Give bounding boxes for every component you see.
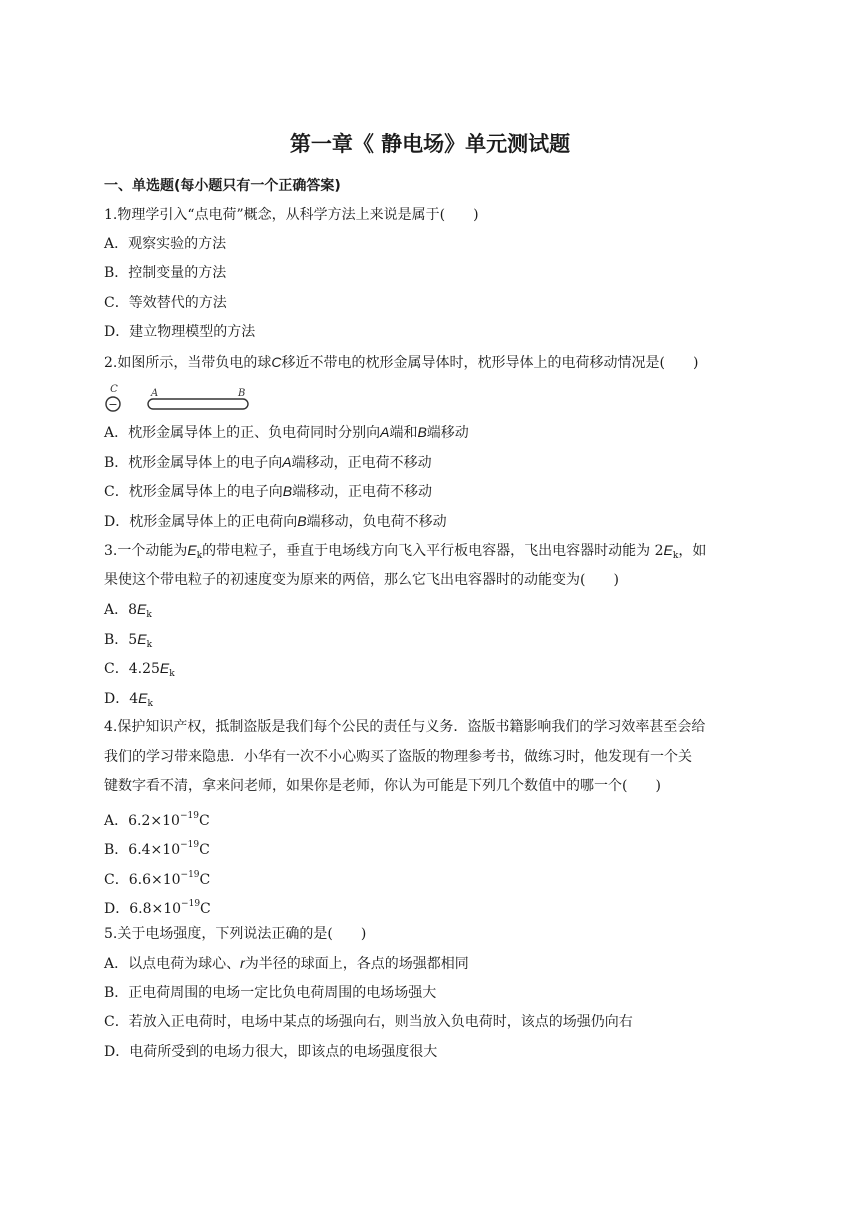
- question-1-stem: 1.物理学引入“点电荷”概念，从科学方法上来说是属于( ): [104, 207, 479, 223]
- question-3-option-d: D．$4E_k$: [104, 690, 153, 709]
- ball-charge-sign: −: [108, 398, 118, 411]
- question-2-option-b: B．枕形金属导体上的电子向A端移动，正电荷不移动: [104, 454, 432, 471]
- question-1-option-a: A．观察实验的方法: [104, 236, 227, 252]
- question-1-option-d: D．建立物理模型的方法: [104, 324, 256, 340]
- ball-label: C: [110, 384, 118, 395]
- question-4-option-a: A．$6.2\times 10^{-19}C$: [104, 811, 210, 829]
- question-2-option-d: D．枕形金属导体上的正电荷向B端移动，负电荷不移动: [104, 513, 447, 530]
- question-1-option-b: B．控制变量的方法: [104, 265, 227, 281]
- question-4-option-d: D．$6.8\times 10^{-19}C$: [104, 899, 211, 917]
- pillow-conductor: [148, 399, 248, 409]
- question-2-option-a: A．枕形金属导体上的正、负电荷同时分别向A端和B端移动: [104, 424, 469, 441]
- question-5-option-c: C．若放入正电荷时，电场中某点的场强向右，则当放入负电荷时，该点的场强仍向右: [104, 1014, 633, 1030]
- question-4-stem-line-2: 我们的学习带来隐患．小华有一次不小心购买了盗版的物理参考书，做练习时，他发现有一个关: [104, 749, 692, 765]
- question-5-stem: 5.关于电场强度，下列说法正确的是( ): [104, 926, 367, 942]
- section-heading: 一、单选题(每小题只有一个正确答案): [104, 178, 341, 194]
- question-3-stem-line-1: 3.一个动能为$E_k$的带电粒子，垂直于电场线方向飞入平行板电容器，飞出电容器时动能为 $2E_k$，如: [104, 542, 707, 561]
- page-title: 第一章《 静电场》单元测试题: [289, 132, 571, 156]
- question-4-stem-line-1: 4.保护知识产权，抵制盗版是我们每个公民的责任与义务．盗版书籍影响我们的学习效率甚至会给: [104, 719, 706, 735]
- question-2-stem: 2.如图所示，当带负电的球C移近不带电的枕形金属导体时，枕形导体上的电荷移动情况是( ): [104, 354, 699, 371]
- question-4-option-b: B．$6.4\times 10^{-19}C$: [104, 840, 210, 858]
- question-3-option-b: B．$5E_k$: [104, 631, 153, 650]
- question-4-option-c: C．$6.6\times 10^{-19}C$: [104, 870, 211, 888]
- question-4-stem-line-3: 键数字看不清，拿来问老师，如果你是老师，你认为可能是下列几个数值中的哪一个( ): [104, 778, 661, 794]
- question-1-option-c: C．等效替代的方法: [104, 295, 227, 311]
- conductor-end-b-label: B: [238, 388, 246, 399]
- question-3-option-c: C．$4.25E_k$: [104, 660, 175, 679]
- question-5-option-b: B．正电荷周围的电场一定比负电荷周围的电场场强大: [104, 985, 437, 1001]
- question-2-option-c: C．枕形金属导体上的电子向B端移动，正电荷不移动: [104, 483, 433, 500]
- question-3-option-a: A．$8E_k$: [104, 601, 152, 620]
- conductor-end-a-label: A: [151, 388, 159, 399]
- question-5-option-d: D．电荷所受到的电场力很大，即该点的电场强度很大: [104, 1044, 438, 1060]
- question-3-stem-line-2: 果使这个带电粒子的初速度变为原来的两倍，那么它飞出电容器时的动能变为( ): [104, 572, 619, 588]
- question-5-option-a: A．以点电荷为球心、r为半径的球面上，各点的场强都相同: [104, 955, 469, 972]
- pillow-conductor-figure: [104, 384, 254, 416]
